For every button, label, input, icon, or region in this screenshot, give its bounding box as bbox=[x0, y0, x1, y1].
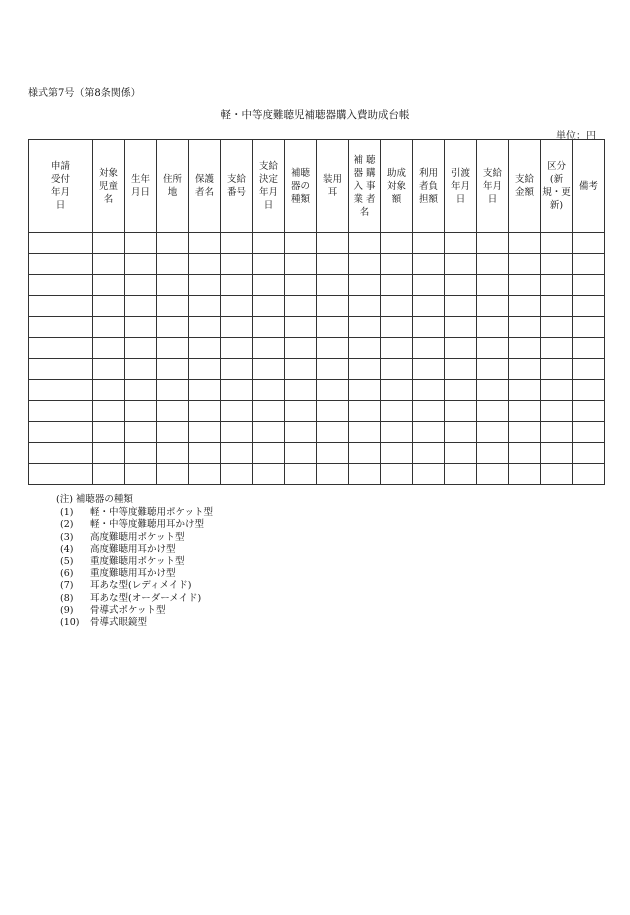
table-cell bbox=[157, 296, 189, 317]
table-cell bbox=[29, 464, 93, 485]
table-cell bbox=[221, 338, 253, 359]
table-cell bbox=[253, 464, 285, 485]
table-cell bbox=[477, 380, 509, 401]
table-cell bbox=[285, 275, 317, 296]
table-cell bbox=[445, 254, 477, 275]
form-number: 様式第7号（第8条関係） bbox=[28, 88, 141, 99]
table-cell bbox=[93, 296, 125, 317]
table-cell bbox=[157, 380, 189, 401]
note-item bbox=[56, 544, 213, 556]
table-cell bbox=[381, 401, 413, 422]
table-cell bbox=[349, 380, 381, 401]
table-cell bbox=[253, 443, 285, 464]
table-cell bbox=[541, 317, 573, 338]
table-cell bbox=[509, 422, 541, 443]
table-cell bbox=[189, 422, 221, 443]
table-cell bbox=[125, 464, 157, 485]
table-cell bbox=[509, 401, 541, 422]
note-number: (8) bbox=[60, 592, 74, 604]
table-cell bbox=[541, 401, 573, 422]
table-cell bbox=[189, 296, 221, 317]
table-cell bbox=[189, 464, 221, 485]
note-item bbox=[56, 568, 213, 580]
table-cell bbox=[157, 464, 189, 485]
table-cell bbox=[573, 422, 605, 443]
note-number: (1) bbox=[60, 507, 74, 519]
table-cell bbox=[413, 254, 445, 275]
table-cell bbox=[349, 296, 381, 317]
table-cell bbox=[477, 296, 509, 317]
table-cell bbox=[573, 338, 605, 359]
table-cell bbox=[189, 254, 221, 275]
table-cell bbox=[509, 380, 541, 401]
table-cell bbox=[157, 443, 189, 464]
table-row bbox=[29, 359, 605, 380]
table-cell bbox=[157, 401, 189, 422]
table-cell bbox=[445, 296, 477, 317]
table-cell bbox=[413, 359, 445, 380]
note-item bbox=[56, 580, 213, 592]
table-cell bbox=[381, 338, 413, 359]
table-cell bbox=[93, 380, 125, 401]
col-birth-date: 生年 月日 bbox=[125, 140, 157, 233]
table-cell bbox=[157, 233, 189, 254]
table-cell bbox=[29, 275, 93, 296]
table-cell bbox=[477, 464, 509, 485]
table-cell bbox=[29, 401, 93, 422]
table-cell bbox=[253, 296, 285, 317]
notes-title: (注) 補聴器の種類 bbox=[56, 494, 133, 505]
table-cell bbox=[29, 338, 93, 359]
table-cell bbox=[125, 422, 157, 443]
table-cell bbox=[413, 338, 445, 359]
note-item bbox=[56, 507, 213, 519]
table-cell bbox=[253, 317, 285, 338]
table-cell bbox=[541, 254, 573, 275]
table-cell bbox=[285, 464, 317, 485]
table-row bbox=[29, 296, 605, 317]
table-cell bbox=[317, 443, 349, 464]
table-cell bbox=[573, 380, 605, 401]
table-cell bbox=[349, 359, 381, 380]
table-cell bbox=[285, 254, 317, 275]
table-cell bbox=[445, 317, 477, 338]
table-cell bbox=[125, 317, 157, 338]
table-cell bbox=[157, 338, 189, 359]
table-cell bbox=[541, 464, 573, 485]
table-cell bbox=[573, 464, 605, 485]
table-cell bbox=[93, 317, 125, 338]
table-cell bbox=[349, 254, 381, 275]
table-cell bbox=[221, 296, 253, 317]
table-cell bbox=[221, 401, 253, 422]
table-cell bbox=[189, 359, 221, 380]
table-cell bbox=[29, 233, 93, 254]
note-number: (9) bbox=[60, 604, 74, 616]
table-cell bbox=[317, 401, 349, 422]
table-cell bbox=[381, 233, 413, 254]
notes-list bbox=[56, 507, 213, 629]
table-cell bbox=[541, 359, 573, 380]
table-cell bbox=[285, 317, 317, 338]
col-user-burden: 利用 者負 担額 bbox=[413, 140, 445, 233]
table-cell bbox=[93, 254, 125, 275]
table-cell bbox=[125, 443, 157, 464]
note-text: 軽・中等度難聴用耳かけ型 bbox=[90, 519, 205, 531]
table-cell bbox=[125, 275, 157, 296]
table-cell bbox=[125, 359, 157, 380]
col-category: 区分 (新 規・更 新) bbox=[541, 140, 573, 233]
table-cell bbox=[221, 254, 253, 275]
table-cell bbox=[381, 275, 413, 296]
table-cell bbox=[253, 422, 285, 443]
table-row bbox=[29, 464, 605, 485]
table-cell bbox=[29, 380, 93, 401]
table-row bbox=[29, 422, 605, 443]
table-cell bbox=[29, 359, 93, 380]
table-cell bbox=[349, 464, 381, 485]
table-cell bbox=[477, 443, 509, 464]
table-cell bbox=[509, 359, 541, 380]
table-cell bbox=[413, 317, 445, 338]
table-cell bbox=[573, 296, 605, 317]
table-cell bbox=[349, 401, 381, 422]
table-cell bbox=[189, 338, 221, 359]
table-cell bbox=[349, 338, 381, 359]
table-cell bbox=[381, 359, 413, 380]
note-text: 高度難聴用ポケット型 bbox=[90, 531, 185, 543]
table-cell bbox=[317, 317, 349, 338]
table-cell bbox=[573, 254, 605, 275]
table-cell bbox=[477, 254, 509, 275]
table-cell bbox=[93, 338, 125, 359]
table-row bbox=[29, 338, 605, 359]
table-cell bbox=[29, 254, 93, 275]
header-row bbox=[29, 140, 605, 233]
table-cell bbox=[509, 443, 541, 464]
table-cell bbox=[93, 464, 125, 485]
table-cell bbox=[509, 464, 541, 485]
table-cell bbox=[285, 422, 317, 443]
table-cell bbox=[189, 443, 221, 464]
table-cell bbox=[317, 296, 349, 317]
table-cell bbox=[317, 275, 349, 296]
table-cell bbox=[93, 359, 125, 380]
table-cell bbox=[541, 443, 573, 464]
table-row bbox=[29, 317, 605, 338]
table-cell bbox=[477, 359, 509, 380]
col-decision-date: 支給 決定 年月 日 bbox=[253, 140, 285, 233]
table-cell bbox=[509, 296, 541, 317]
table-cell bbox=[317, 422, 349, 443]
table-cell bbox=[445, 401, 477, 422]
table-cell bbox=[29, 443, 93, 464]
table-cell bbox=[413, 380, 445, 401]
table-cell bbox=[413, 464, 445, 485]
table-cell bbox=[573, 275, 605, 296]
table-cell bbox=[221, 443, 253, 464]
note-item bbox=[56, 593, 213, 605]
table-cell bbox=[445, 275, 477, 296]
table-cell bbox=[541, 422, 573, 443]
table-cell bbox=[445, 422, 477, 443]
table-cell bbox=[381, 422, 413, 443]
col-address: 住所 地 bbox=[157, 140, 189, 233]
table-cell bbox=[221, 359, 253, 380]
table-cell bbox=[93, 443, 125, 464]
table-cell bbox=[285, 338, 317, 359]
table-cell bbox=[349, 317, 381, 338]
table-cell bbox=[29, 296, 93, 317]
table-cell bbox=[221, 317, 253, 338]
table-cell bbox=[253, 380, 285, 401]
note-item bbox=[56, 532, 213, 544]
note-number: (4) bbox=[60, 543, 74, 555]
table-cell bbox=[317, 233, 349, 254]
table-cell bbox=[445, 443, 477, 464]
table-cell bbox=[317, 464, 349, 485]
table-row bbox=[29, 275, 605, 296]
col-vendor-name: 補 聴 器 購 入 事 業 者 名 bbox=[349, 140, 381, 233]
table-cell bbox=[573, 401, 605, 422]
table-cell bbox=[253, 401, 285, 422]
table-cell bbox=[125, 380, 157, 401]
table-cell bbox=[285, 443, 317, 464]
table-cell bbox=[125, 401, 157, 422]
table-cell bbox=[285, 296, 317, 317]
table-cell bbox=[29, 422, 93, 443]
table-cell bbox=[349, 443, 381, 464]
table-cell bbox=[445, 359, 477, 380]
table-cell bbox=[189, 275, 221, 296]
table-cell bbox=[381, 254, 413, 275]
ledger-title: 軽・中等度難聴児補聴器購入費助成台帳 bbox=[220, 109, 410, 121]
table-cell bbox=[445, 380, 477, 401]
col-payment-number: 支給 番号 bbox=[221, 140, 253, 233]
unit-label: 単位：円 bbox=[556, 131, 596, 142]
col-payment-date: 支給 年月 日 bbox=[477, 140, 509, 233]
notes-section bbox=[56, 494, 213, 629]
table-cell bbox=[157, 317, 189, 338]
col-remarks: 備考 bbox=[573, 140, 605, 233]
table-cell bbox=[189, 233, 221, 254]
table-row bbox=[29, 233, 605, 254]
table-cell bbox=[349, 233, 381, 254]
table-cell bbox=[541, 338, 573, 359]
table-cell bbox=[381, 443, 413, 464]
note-item bbox=[56, 605, 213, 617]
table-row bbox=[29, 254, 605, 275]
table-cell bbox=[93, 275, 125, 296]
table-cell bbox=[189, 380, 221, 401]
table-cell bbox=[509, 254, 541, 275]
note-number: (5) bbox=[60, 556, 74, 568]
note-text: 骨導式眼鏡型 bbox=[90, 617, 148, 629]
table-cell bbox=[285, 401, 317, 422]
note-number: (2) bbox=[60, 519, 74, 531]
note-number: (3) bbox=[60, 531, 74, 543]
table-cell bbox=[381, 464, 413, 485]
table-cell bbox=[285, 233, 317, 254]
table-cell bbox=[221, 422, 253, 443]
table-cell bbox=[157, 254, 189, 275]
table-cell bbox=[541, 233, 573, 254]
table-cell bbox=[413, 275, 445, 296]
table-cell bbox=[93, 233, 125, 254]
note-number: (6) bbox=[60, 568, 74, 580]
note-item bbox=[56, 617, 213, 629]
table-cell bbox=[573, 317, 605, 338]
table-cell bbox=[509, 275, 541, 296]
table-cell bbox=[221, 464, 253, 485]
table-cell bbox=[477, 275, 509, 296]
table-cell bbox=[509, 317, 541, 338]
table-cell bbox=[381, 380, 413, 401]
note-text: 重度難聴用耳かけ型 bbox=[90, 568, 176, 580]
table-cell bbox=[477, 317, 509, 338]
table-cell bbox=[445, 464, 477, 485]
table-cell bbox=[541, 275, 573, 296]
table-cell bbox=[157, 422, 189, 443]
table-cell bbox=[317, 359, 349, 380]
table-cell bbox=[445, 233, 477, 254]
col-payment-amount: 支給 金額 bbox=[509, 140, 541, 233]
table-cell bbox=[285, 359, 317, 380]
note-text: 耳あな型(レディメイド) bbox=[90, 580, 192, 592]
table-cell bbox=[317, 254, 349, 275]
table-cell bbox=[93, 401, 125, 422]
table-cell bbox=[477, 401, 509, 422]
table-cell bbox=[477, 233, 509, 254]
table-cell bbox=[157, 359, 189, 380]
col-guardian-name: 保護 者名 bbox=[189, 140, 221, 233]
table-cell bbox=[413, 422, 445, 443]
table-cell bbox=[253, 233, 285, 254]
table-row bbox=[29, 380, 605, 401]
col-device-type: 補聴 器の 種類 bbox=[285, 140, 317, 233]
table-cell bbox=[221, 233, 253, 254]
table-cell bbox=[317, 338, 349, 359]
table-cell bbox=[349, 422, 381, 443]
note-number: (10) bbox=[60, 617, 80, 629]
table-cell bbox=[189, 317, 221, 338]
note-text: 骨導式ポケット型 bbox=[90, 604, 166, 616]
col-child-name: 対象 児童 名 bbox=[93, 140, 125, 233]
table-cell bbox=[413, 233, 445, 254]
table-cell bbox=[221, 380, 253, 401]
table-cell bbox=[157, 275, 189, 296]
table-cell bbox=[317, 380, 349, 401]
table-cell bbox=[125, 296, 157, 317]
table-cell bbox=[413, 296, 445, 317]
table-cell bbox=[253, 254, 285, 275]
table-cell bbox=[349, 275, 381, 296]
note-text: 耳あな型(オーダーメイド) bbox=[90, 592, 202, 604]
col-subsidy-amount: 助成 対象 額 bbox=[381, 140, 413, 233]
table-cell bbox=[125, 338, 157, 359]
ledger-table bbox=[28, 139, 605, 485]
note-text: 軽・中等度難聴用ポケット型 bbox=[90, 507, 214, 519]
table-cell bbox=[509, 233, 541, 254]
table-row bbox=[29, 401, 605, 422]
table-cell bbox=[125, 233, 157, 254]
table-cell bbox=[253, 275, 285, 296]
table-cell bbox=[125, 254, 157, 275]
table-cell bbox=[93, 422, 125, 443]
table-row bbox=[29, 443, 605, 464]
note-item bbox=[56, 519, 213, 531]
table-cell bbox=[573, 233, 605, 254]
table-cell bbox=[573, 443, 605, 464]
table-cell bbox=[445, 338, 477, 359]
note-text: 重度難聴用ポケット型 bbox=[90, 556, 185, 568]
table-cell bbox=[253, 338, 285, 359]
note-number: (7) bbox=[60, 580, 74, 592]
table-cell bbox=[413, 401, 445, 422]
note-text: 高度難聴用耳かけ型 bbox=[90, 543, 176, 555]
table-cell bbox=[573, 359, 605, 380]
table-cell bbox=[189, 401, 221, 422]
table-cell bbox=[221, 275, 253, 296]
col-ear: 装用 耳 bbox=[317, 140, 349, 233]
table-cell bbox=[285, 380, 317, 401]
table-cell bbox=[253, 359, 285, 380]
note-item bbox=[56, 556, 213, 568]
table-cell bbox=[29, 317, 93, 338]
table-cell bbox=[381, 317, 413, 338]
table-cell bbox=[477, 422, 509, 443]
table-cell bbox=[541, 380, 573, 401]
col-application-date: 申請 受付 年月 日 bbox=[29, 140, 93, 233]
table-cell bbox=[413, 443, 445, 464]
table-cell bbox=[477, 338, 509, 359]
col-delivery-date: 引渡 年月 日 bbox=[445, 140, 477, 233]
table-cell bbox=[541, 296, 573, 317]
table-cell bbox=[509, 338, 541, 359]
table-cell bbox=[381, 296, 413, 317]
